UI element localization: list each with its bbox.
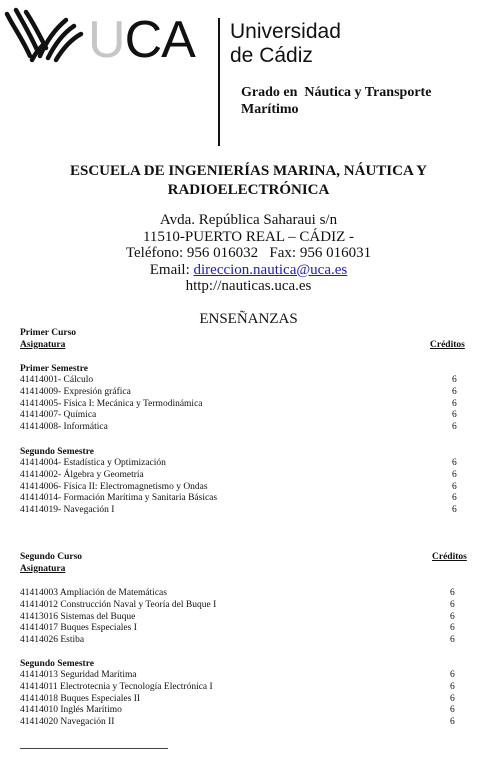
course-credits: 6 xyxy=(452,481,457,492)
course-row xyxy=(20,482,497,494)
course-credits: 6 xyxy=(450,693,455,704)
course-subject: 41414020 Navegación II xyxy=(20,717,115,728)
university-emblem-icon xyxy=(4,6,84,64)
course-subject: 41414002- Álgebra y Geometría xyxy=(20,469,144,480)
website[interactable]: http://nauticas.uca.es xyxy=(185,278,312,294)
course-credits: 6 xyxy=(450,670,455,680)
course-credits: 6 xyxy=(452,493,457,504)
course-subject: 41414001- Cálculo xyxy=(20,375,94,385)
course-credits: 6 xyxy=(450,635,455,646)
course-row xyxy=(20,505,497,517)
course-subject: 41414013 Seguridad Marítima xyxy=(20,670,137,680)
course-subject: 41414003 Ampliación de Matemáticas xyxy=(20,588,167,598)
course-credits: 6 xyxy=(450,623,455,634)
course-credits: 6 xyxy=(450,705,455,716)
course-subject: 41414006- Física II: Electromagnetismo y Ondas xyxy=(20,481,208,492)
course-credits: 6 xyxy=(450,717,455,728)
course-credits: 6 xyxy=(452,398,457,409)
second-year-semester2-title: Segundo Semestre xyxy=(20,659,94,669)
course-row xyxy=(20,635,497,647)
course-row xyxy=(20,493,497,505)
first-year-credits-header: Créditos xyxy=(430,340,465,350)
course-subject: 41414010 Inglés Marítimo xyxy=(20,705,122,716)
degree-title xyxy=(241,84,431,118)
course-credits: 6 xyxy=(452,469,457,480)
course-row xyxy=(20,694,497,706)
school-name-line2: RADIOELECTRÓNICA xyxy=(167,182,330,198)
degree-title-line1: Grado en Náutica y Transporte xyxy=(241,85,432,100)
email-label: Email: xyxy=(149,261,190,278)
course-subject: 41414008- Informática xyxy=(20,422,108,433)
course-row xyxy=(20,458,497,470)
course-credits: 6 xyxy=(452,458,457,468)
course-row xyxy=(20,717,497,729)
logo-divider xyxy=(218,18,220,146)
school-name xyxy=(0,162,497,200)
course-subject: 41414019- Navegación I xyxy=(20,505,115,516)
course-row xyxy=(20,612,497,624)
degree-title-line2: Marítimo xyxy=(241,102,299,117)
uca-logo: UCA xyxy=(88,11,195,69)
first-year-semester1-title: Primer Semestre xyxy=(20,364,88,374)
course-row xyxy=(20,682,497,694)
course-row xyxy=(20,375,497,387)
course-row xyxy=(20,623,497,635)
course-credits: 6 xyxy=(452,375,457,385)
section-title: ENSEÑANZAS xyxy=(199,311,298,327)
university-name xyxy=(230,20,341,68)
course-credits: 6 xyxy=(452,386,457,397)
university-name-line2: de Cádiz xyxy=(230,44,313,67)
first-year-title: Primer Curso xyxy=(20,328,77,338)
footnote-separator xyxy=(20,748,168,749)
course-row xyxy=(20,670,497,682)
course-subject: 41414007- Química xyxy=(20,410,97,421)
school-name-line1: ESCUELA DE INGENIERÍAS MARINA, NÁUTICA Y xyxy=(69,163,427,179)
course-credits: 6 xyxy=(452,422,457,433)
contact-block xyxy=(0,212,497,295)
address: Avda. República Saharaui s/n xyxy=(159,212,338,228)
course-subject: 41414012 Construcción Naval y Teoría del Buque I xyxy=(20,599,217,610)
course-subject: 41414005- Física I: Mecánica y Termodinámica xyxy=(20,398,203,409)
course-credits: 6 xyxy=(452,505,457,516)
course-subject: 41414011 Electrotecnia y Tecnología Electrónica I xyxy=(20,681,213,692)
course-subject: 41414026 Estiba xyxy=(20,635,85,646)
university-name-line1: Universidad xyxy=(230,20,341,43)
course-credits: 6 xyxy=(452,410,457,421)
course-credits: 6 xyxy=(450,611,455,622)
email-row xyxy=(0,262,497,279)
course-subject: 41414009- Expresión gráfica xyxy=(20,386,131,397)
course-credits: 6 xyxy=(450,681,455,692)
phone-fax: Teléfono: 956 016032 Fax: 956 016031 xyxy=(125,245,372,261)
course-row xyxy=(20,422,497,434)
course-subject: 41414018 Buques Especiales II xyxy=(20,693,141,704)
course-subject: 41414014- Formación Marítima y Sanitaria Básicas xyxy=(20,493,218,504)
course-row xyxy=(20,399,497,411)
course-row xyxy=(20,410,497,422)
course-row xyxy=(20,588,497,600)
second-year-title: Segundo Curso xyxy=(20,552,83,562)
course-subject: 41414017 Buques Especiales I xyxy=(20,623,137,634)
course-subject: 41413016 Sistemas del Buque xyxy=(20,611,136,622)
second-year-subject-header: Asignatura xyxy=(20,564,66,574)
course-credits: 6 xyxy=(450,588,455,598)
email-link[interactable]: direccion.nautica@uca.es xyxy=(193,261,348,278)
course-subject: 41414004- Estadística y Optimización xyxy=(20,458,166,468)
first-year-subject-header: Asignatura xyxy=(20,340,66,350)
second-year-credits-header: Créditos xyxy=(432,552,467,562)
course-row xyxy=(20,387,497,399)
course-row xyxy=(20,600,497,612)
course-credits: 6 xyxy=(450,599,455,610)
postal-address: 11510-PUERTO REAL – CÁDIZ - xyxy=(142,228,355,245)
course-row xyxy=(20,470,497,482)
course-row xyxy=(20,705,497,717)
first-year-semester2-title: Segundo Semestre xyxy=(20,447,94,457)
